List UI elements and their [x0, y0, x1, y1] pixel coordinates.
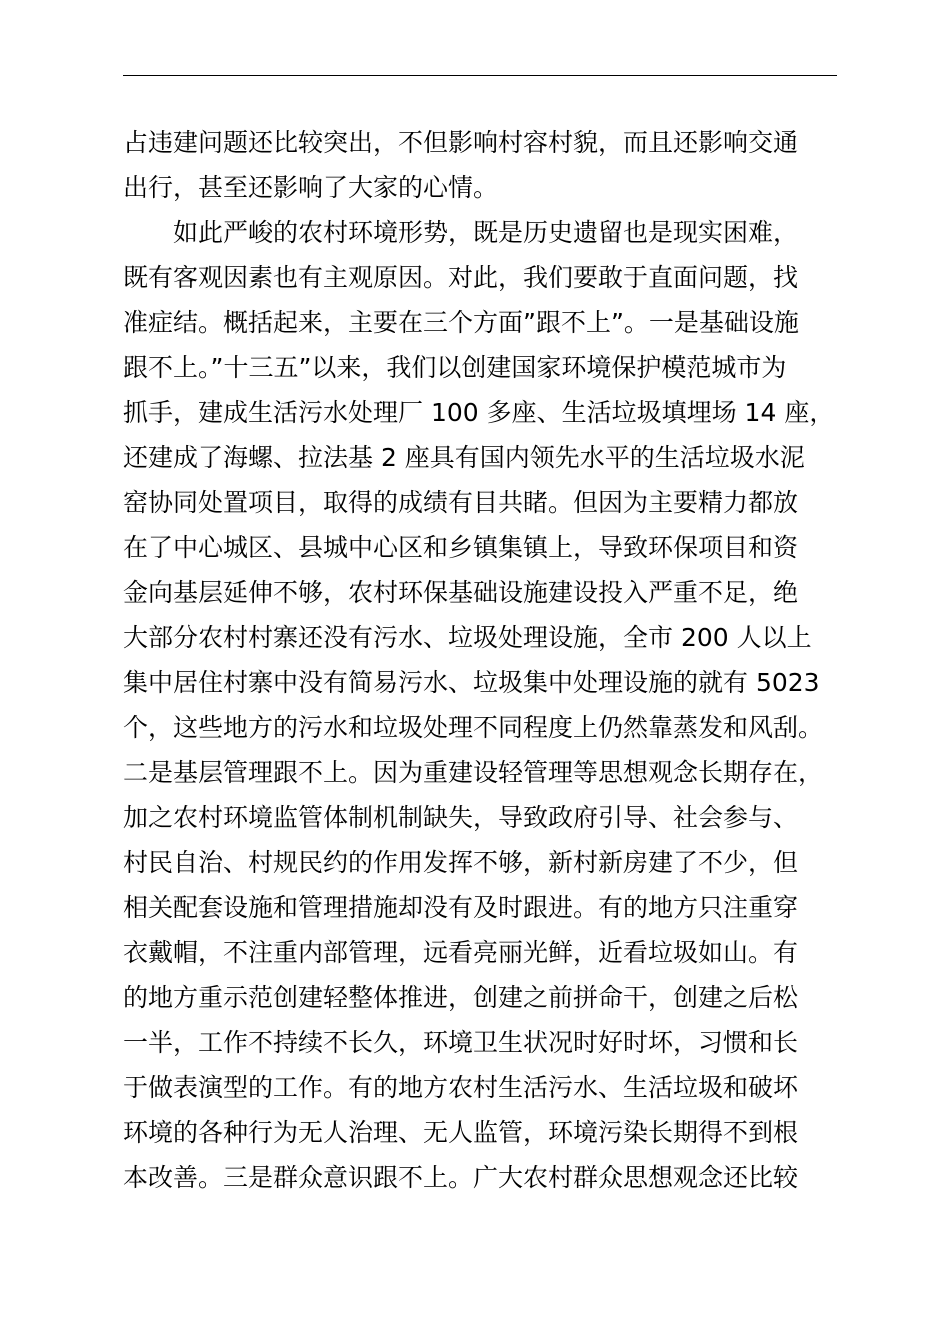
text-line: 窑协同处置项目，取得的成绩有目共睹。但因为主要精力都放: [123, 488, 799, 517]
text-line: 大部分农村村寨还没有污水、垃圾处理设施，全市 200 人以上: [123, 623, 812, 652]
text-line: 的地方重示范创建轻整体推进，创建之前拼命干，创建之后松: [123, 983, 799, 1012]
text-line: 还建成了海螺、拉法基 2 座具有国内领先水平的生活垃圾水泥: [123, 443, 805, 472]
text-line: 准症结。概括起来，主要在三个方面”跟不上”。一是基础设施: [123, 308, 799, 337]
text-line: 环境的各种行为无人治理、无人监管，环境污染长期得不到根: [123, 1118, 799, 1147]
text-line: 一半，工作不持续不长久，环境卫生状况时好时坏，习惯和长: [123, 1028, 799, 1057]
text-line: 二是基层管理跟不上。因为重建设轻管理等思想观念长期存在，: [123, 758, 824, 787]
text-line: 于做表演型的工作。有的地方农村生活污水、生活垃圾和破坏: [123, 1073, 799, 1102]
text-line: 既有客观因素也有主观原因。对此，我们要敢于直面问题，找: [123, 263, 799, 292]
text-line: 村民自治、村规民约的作用发挥不够，新村新房建了不少，但: [123, 848, 799, 877]
text-line: 本改善。三是群众意识跟不上。广大农村群众思想观念还比较: [123, 1163, 799, 1192]
text-line: 抓手，建成生活污水处理厂 100 多座、生活垃圾填埋场 14 座，: [123, 398, 835, 427]
text-line: 出行，甚至还影响了大家的心情。: [123, 173, 499, 202]
text-line: 金向基层延伸不够，农村环保基础设施建设投入严重不足，绝: [123, 578, 799, 607]
text-line: 占违建问题还比较突出，不但影响村容村貌，而且还影响交通: [123, 128, 799, 157]
text-line: 衣戴帽，不注重内部管理，远看亮丽光鲜，近看垃圾如山。有: [123, 938, 799, 967]
text-line: 相关配套设施和管理措施却没有及时跟进。有的地方只注重穿: [123, 893, 799, 922]
text-line: 加之农村环境监管体制机制缺失，导致政府引导、社会参与、: [123, 803, 799, 832]
text-line: 个，这些地方的污水和垃圾处理不同程度上仍然靠蒸发和风刮。: [123, 713, 824, 742]
text-line: 集中居住村寨中没有简易污水、垃圾集中处理设施的就有 5023: [123, 668, 820, 697]
text-line: 跟不上。”十三五”以来，我们以创建国家环境保护模范城市为: [123, 353, 787, 382]
text-line: 如此严峻的农村环境形势，既是历史遗留也是现实困难，: [173, 218, 799, 247]
text-line: 在了中心城区、县城中心区和乡镇集镇上，导致环保项目和资: [123, 533, 799, 562]
